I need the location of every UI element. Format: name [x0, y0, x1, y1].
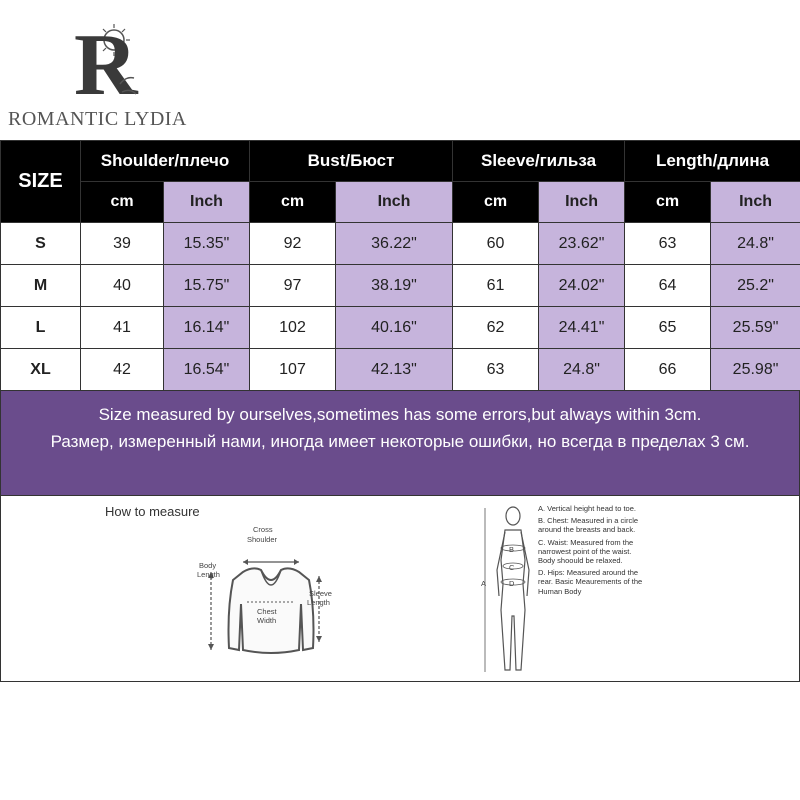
bust-cm-cell: 107: [250, 349, 336, 391]
table-row: [1, 307, 800, 349]
sleeve-cm-cell: 62: [453, 307, 539, 349]
length-inch-cell: 25.59": [711, 307, 800, 349]
table-row: [1, 265, 800, 307]
bust-inch-cell: 42.13": [336, 349, 453, 391]
chest-label-1: Chest: [257, 607, 277, 616]
shoulder-inch-cell: 16.54": [164, 349, 250, 391]
size-label: M: [1, 265, 81, 307]
size-chart-table: [0, 140, 800, 391]
shoulder-cm-cell: 42: [81, 349, 164, 391]
logo-letter: R: [74, 17, 138, 104]
shoulder-inch-cell: 15.35": [164, 223, 250, 265]
legend-item: A. Vertical height head to toe.: [538, 504, 636, 513]
bust-header: Bust/Бюст: [250, 141, 453, 182]
human-body-diagram-icon: [481, 500, 541, 680]
legend-item: C. Waist: Measured from the narrowest point of the waist. Body shoould be relaxed.: [538, 537, 634, 566]
unit-inch-header: Inch: [711, 182, 800, 223]
length-cm-cell: 66: [625, 349, 711, 391]
unit-cm-header: cm: [625, 182, 711, 223]
shoulder-inch-cell: 15.75": [164, 265, 250, 307]
shirt-diagram-icon: [191, 520, 351, 680]
measurement-note: [0, 391, 800, 495]
unit-cm-header: cm: [453, 182, 539, 223]
unit-cm-header: cm: [250, 182, 336, 223]
unit-inch-header: Inch: [539, 182, 625, 223]
sleeve-label-1: Sleeve: [309, 589, 332, 598]
length-cm-cell: 63: [625, 223, 711, 265]
shoulder-inch-cell: 16.14": [164, 307, 250, 349]
sleeve-cm-cell: 61: [453, 265, 539, 307]
sleeve-inch-cell: 24.8": [539, 349, 625, 391]
sleeve-inch-cell: 24.02": [539, 265, 625, 307]
bust-cm-cell: 97: [250, 265, 336, 307]
shoulder-cm-cell: 39: [81, 223, 164, 265]
sleeve-cm-cell: 63: [453, 349, 539, 391]
unit-cm-header: cm: [81, 182, 164, 223]
figure-letter-a: A: [481, 579, 487, 588]
length-inch-cell: 24.8": [711, 223, 800, 265]
size-label: S: [1, 223, 81, 265]
cross-label-1: Cross: [253, 525, 273, 534]
table-row: [1, 223, 800, 265]
figure-letter-c: C: [509, 563, 515, 572]
sleeve-inch-cell: 23.62": [539, 223, 625, 265]
figure-letter-d: D: [509, 579, 515, 588]
shoulder-header: Shoulder/плечо: [81, 141, 250, 182]
size-header: SIZE: [1, 141, 81, 223]
unit-inch-header: Inch: [336, 182, 453, 223]
length-label-2: Length: [197, 570, 220, 579]
size-label: L: [1, 307, 81, 349]
how-to-measure-title: How to measure: [105, 504, 200, 519]
length-inch-cell: 25.98": [711, 349, 800, 391]
bust-inch-cell: 40.16": [336, 307, 453, 349]
shoulder-label-2: Shoulder: [247, 535, 278, 544]
sleeve-inch-cell: 24.41": [539, 307, 625, 349]
note-russian: Размер, измеренный нами, иногда имеет некоторые ошибки, но всегда в пределах 3 см.: [50, 432, 750, 451]
bust-cm-cell: 102: [250, 307, 336, 349]
length-header: Length/длина: [625, 141, 800, 182]
note-english: Size measured by ourselves,sometimes has some errors,but always within 3cm.: [98, 405, 702, 424]
sleeve-cm-cell: 60: [453, 223, 539, 265]
bust-inch-cell: 36.22": [336, 223, 453, 265]
logo-monogram-icon: [68, 14, 148, 104]
how-to-measure-section: [0, 495, 800, 682]
length-cm-cell: 64: [625, 265, 711, 307]
sleeve-header: Sleeve/гильза: [453, 141, 625, 182]
shoulder-cm-cell: 40: [81, 265, 164, 307]
length-cm-cell: 65: [625, 307, 711, 349]
measurement-legend: [538, 504, 648, 599]
brand-name: ROMANTIC LYDIA: [8, 108, 187, 130]
size-label: XL: [1, 349, 81, 391]
figure-letter-b: B: [509, 545, 515, 554]
legend-item: D. Hips: Measured around the rear. Basic Meaurements of the Human Body: [538, 568, 643, 596]
shoulder-cm-cell: 41: [81, 307, 164, 349]
brand-logo: [6, 10, 216, 130]
length-inch-cell: 25.2": [711, 265, 800, 307]
bust-inch-cell: 38.19": [336, 265, 453, 307]
body-label-1: Body: [199, 561, 217, 570]
legend-item: B. Chest: Measured in a circle around the breasts and back.: [538, 516, 639, 535]
sleeve-length-label-2: Length: [307, 598, 330, 607]
bust-cm-cell: 92: [250, 223, 336, 265]
width-label-2: Width: [257, 616, 277, 625]
table-row: [1, 349, 800, 391]
unit-inch-header: Inch: [164, 182, 250, 223]
